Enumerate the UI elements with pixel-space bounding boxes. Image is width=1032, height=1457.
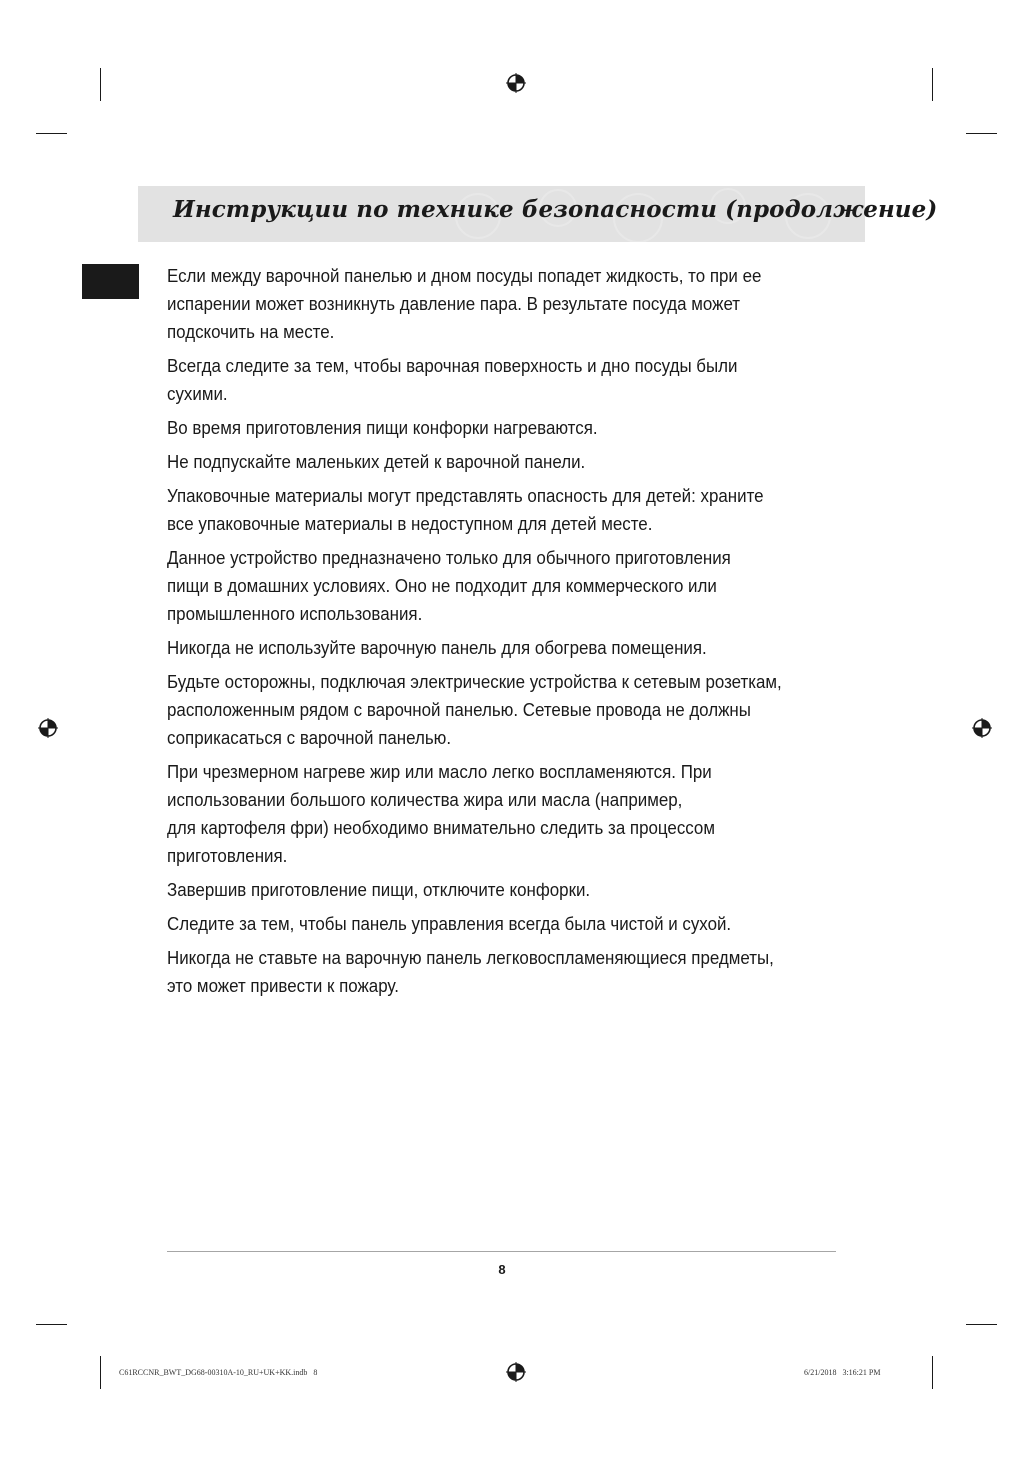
safety-instructions-body	[167, 262, 806, 1006]
crop-mark-top-right-horizontal	[966, 133, 997, 134]
registration-mark-top-icon	[506, 73, 526, 93]
paragraph: Никогда не используйте варочную панель для обогрева помещения.	[167, 638, 707, 658]
paragraph: Если между варочной панелью и дном посуды попадет жидкость, то при ее испарении может возникнуть давление пара. В результате посуда может подскочить на месте.	[167, 266, 762, 342]
print-timestamp: 6/21/2018 3:16:21 PM	[804, 1368, 881, 1377]
crop-mark-bottom-right	[932, 1356, 933, 1389]
paragraph: Не подпускайте маленьких детей к варочной панели.	[167, 452, 586, 472]
registration-mark-right-icon	[972, 718, 992, 738]
footer-divider	[167, 1251, 836, 1252]
crop-mark-top-right	[932, 68, 933, 101]
paragraph: Будьте осторожны, подключая электрические устройства к сетевым розеткам, расположенным рядом с варочной панелью. Сетевые провода не должны соприкасаться с варочной панелью.	[167, 672, 782, 748]
paragraph: Данное устройство предназначено только для обычного приготовления пищи в домашних условиях. Оно не подходит для коммерческого или промышленного использования.	[167, 548, 731, 624]
page-title: Инструкции по технике безопасности (продолжение)	[173, 196, 938, 223]
registration-mark-left-icon	[38, 718, 58, 738]
section-tab-marker	[82, 264, 139, 299]
crop-mark-bottom-left-horizontal	[36, 1324, 67, 1325]
paragraph: Следите за тем, чтобы панель управления всегда была чистой и сухой.	[167, 914, 732, 934]
crop-mark-bottom-left	[100, 1356, 101, 1389]
paragraph: Упаковочные материалы могут представлять опасность для детей: храните все упаковочные материалы в недоступном для детей месте.	[167, 486, 764, 534]
paragraph: Во время приготовления пищи конфорки нагреваются.	[167, 418, 598, 438]
crop-mark-top-left-horizontal	[36, 133, 67, 134]
paragraph: При чрезмерном нагреве жир или масло легко воспламеняются. При использовании большого количества жира или масла (например, для картофеля фри) необходимо внимательно следить за процессом приготовления.	[167, 762, 715, 866]
paragraph: Никогда не ставьте на варочную панель легковоспламеняющиеся предметы, это может привести к пожару.	[167, 948, 774, 996]
registration-mark-bottom-icon	[506, 1362, 526, 1382]
print-file-slug: C61RCCNR_BWT_DG68-00310A-10_RU+UK+KK.indb 8	[119, 1368, 318, 1377]
crop-mark-bottom-right-horizontal	[966, 1324, 997, 1325]
crop-mark-top-left	[100, 68, 101, 101]
paragraph: Завершив приготовление пищи, отключите конфорки.	[167, 880, 591, 900]
paragraph: Всегда следите за тем, чтобы варочная поверхность и дно посуды были сухими.	[167, 356, 738, 404]
page-number: 8	[498, 1262, 506, 1277]
